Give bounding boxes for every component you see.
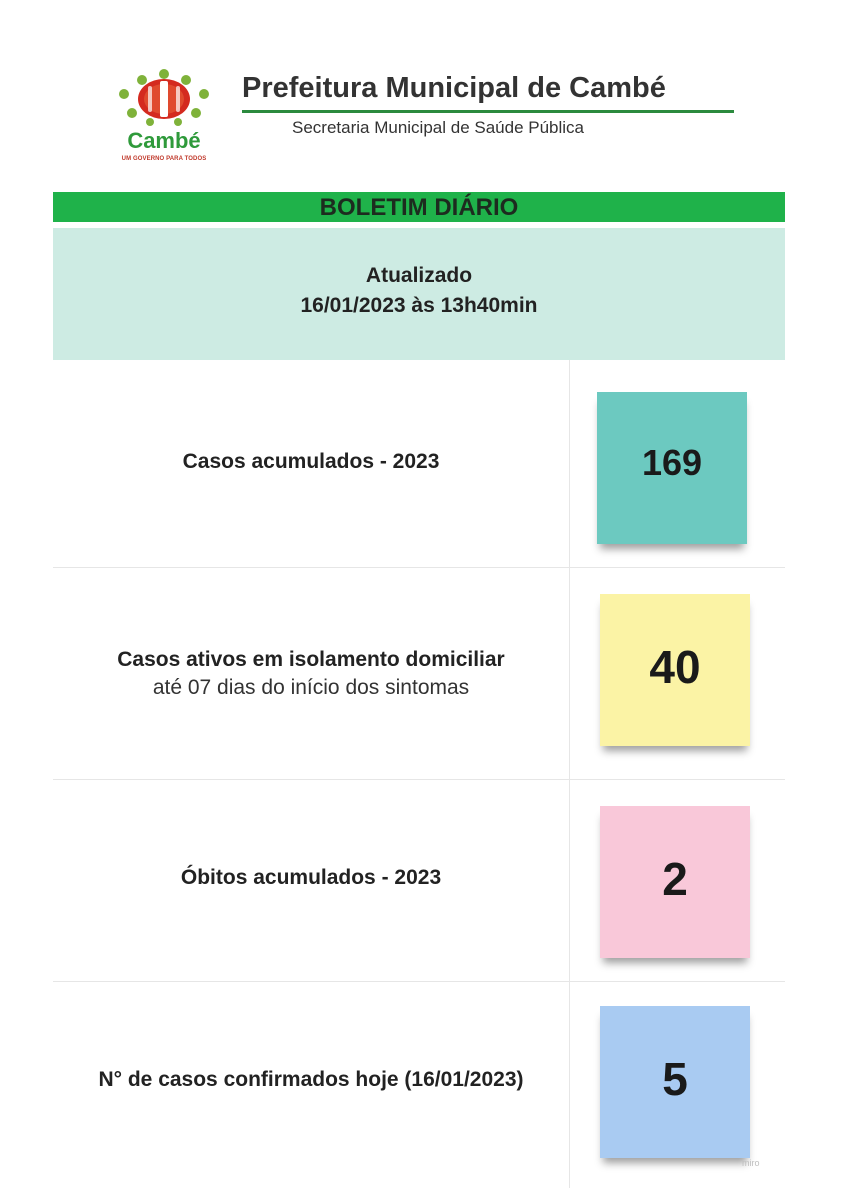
updated-timestamp: 16/01/2023 às 13h40min [300,294,538,317]
stat-value-note [600,806,750,958]
cambe-logo [112,66,220,166]
stat-value-note [600,594,750,746]
stat-label: Casos acumulados - 2023 [182,450,440,473]
stat-row-active-cases [53,568,785,780]
logo-emblem-icon [112,66,216,128]
org-title: Prefeitura Municipal de Cambé [242,72,666,104]
stat-label: Casos ativos em isolamento domiciliar [117,648,505,671]
page-header [0,0,849,185]
updated-label: Atualizado [365,264,473,287]
logo-wordmark: Cambé [127,128,201,153]
stat-value: 2 [662,853,688,905]
stat-value: 169 [641,442,703,483]
stat-value-note [600,1006,750,1158]
stat-row-deaths [53,780,785,982]
stat-row-confirmed-today [53,982,785,1188]
miro-watermark: miro [742,1158,760,1168]
stat-sublabel: até 07 dias do início dos sintomas [152,676,470,699]
org-subtitle: Secretaria Municipal de Saúde Pública [292,118,585,137]
stat-value: 5 [662,1053,688,1105]
title-underline [242,110,734,113]
stats-table [53,360,785,1188]
stat-value-note [597,392,747,544]
stat-value: 40 [649,641,701,693]
logo-tagline: UM GOVERNO PARA TODOS [121,156,207,162]
stat-label: N° de casos confirmados hoje (16/01/2023) [98,1068,524,1091]
stat-label: Óbitos acumulados - 2023 [180,866,442,889]
updated-panel [53,228,785,360]
bulletin-banner: BOLETIM DIÁRIO [53,192,785,222]
stat-row-cumulative-cases [53,360,785,568]
